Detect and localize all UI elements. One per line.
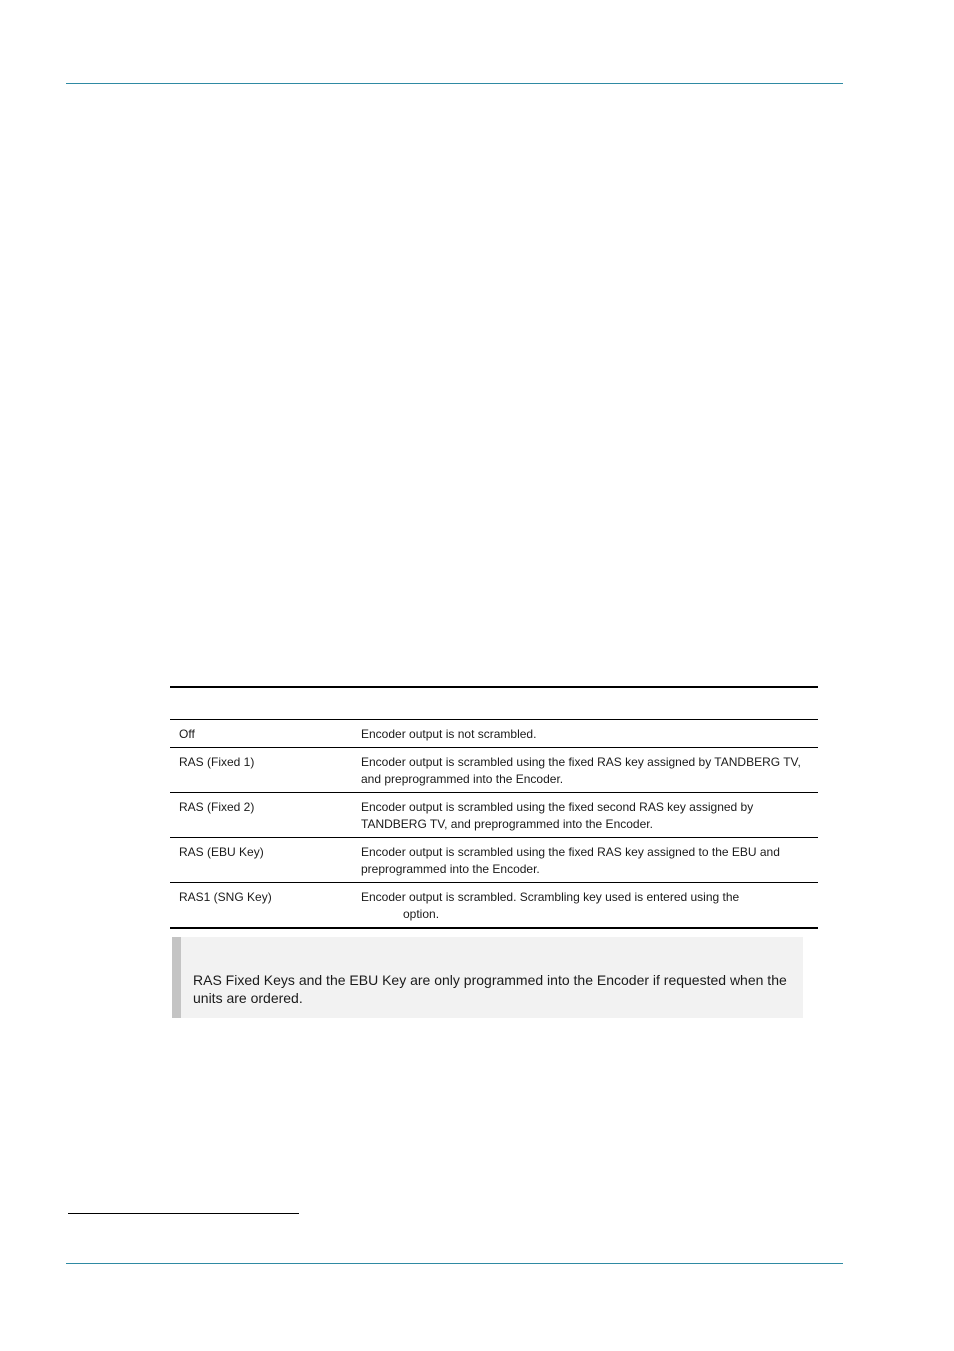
description-cell: Encoder output is scrambled using the fixed RAS key assigned to the EBU and preprogrammed into the Encoder. xyxy=(352,838,818,883)
table-row xyxy=(170,793,818,838)
table-row xyxy=(170,720,818,748)
description-cell: Encoder output is not scrambled. xyxy=(352,720,818,748)
description-cell: Encoder output is scrambled using the fixed second RAS key assigned by TANDBERG TV, and preprogrammed into the Encoder. xyxy=(352,793,818,838)
description-continuation: option. xyxy=(403,907,440,921)
table-row xyxy=(170,748,818,793)
note-text: RAS Fixed Keys and the EBU Key are only programmed into the Encoder if requested when the units are ordered. xyxy=(193,972,787,1006)
footer-rule xyxy=(66,1263,843,1264)
description-cell xyxy=(352,883,818,929)
description-cell: Encoder output is scrambled using the fixed RAS key assigned by TANDBERG TV, and preprogrammed into the Encoder. xyxy=(352,748,818,793)
option-cell: RAS (Fixed 2) xyxy=(170,793,352,838)
option-cell: Off xyxy=(170,720,352,748)
table-header-row xyxy=(170,687,818,720)
table-header-cell xyxy=(352,687,818,720)
table-row xyxy=(170,838,818,883)
note-box xyxy=(172,937,803,1018)
option-cell: RAS (Fixed 1) xyxy=(170,748,352,793)
option-cell: RAS1 (SNG Key) xyxy=(179,890,272,904)
table-row xyxy=(170,883,818,929)
description-text: Encoder output is scrambled. Scrambling key used is entered using the xyxy=(361,890,740,904)
footnote-rule xyxy=(68,1213,299,1214)
table-header-cell xyxy=(170,687,352,720)
scrambling-options-table xyxy=(170,686,818,929)
header-rule xyxy=(66,83,843,84)
option-cell: RAS (EBU Key) xyxy=(170,838,352,883)
